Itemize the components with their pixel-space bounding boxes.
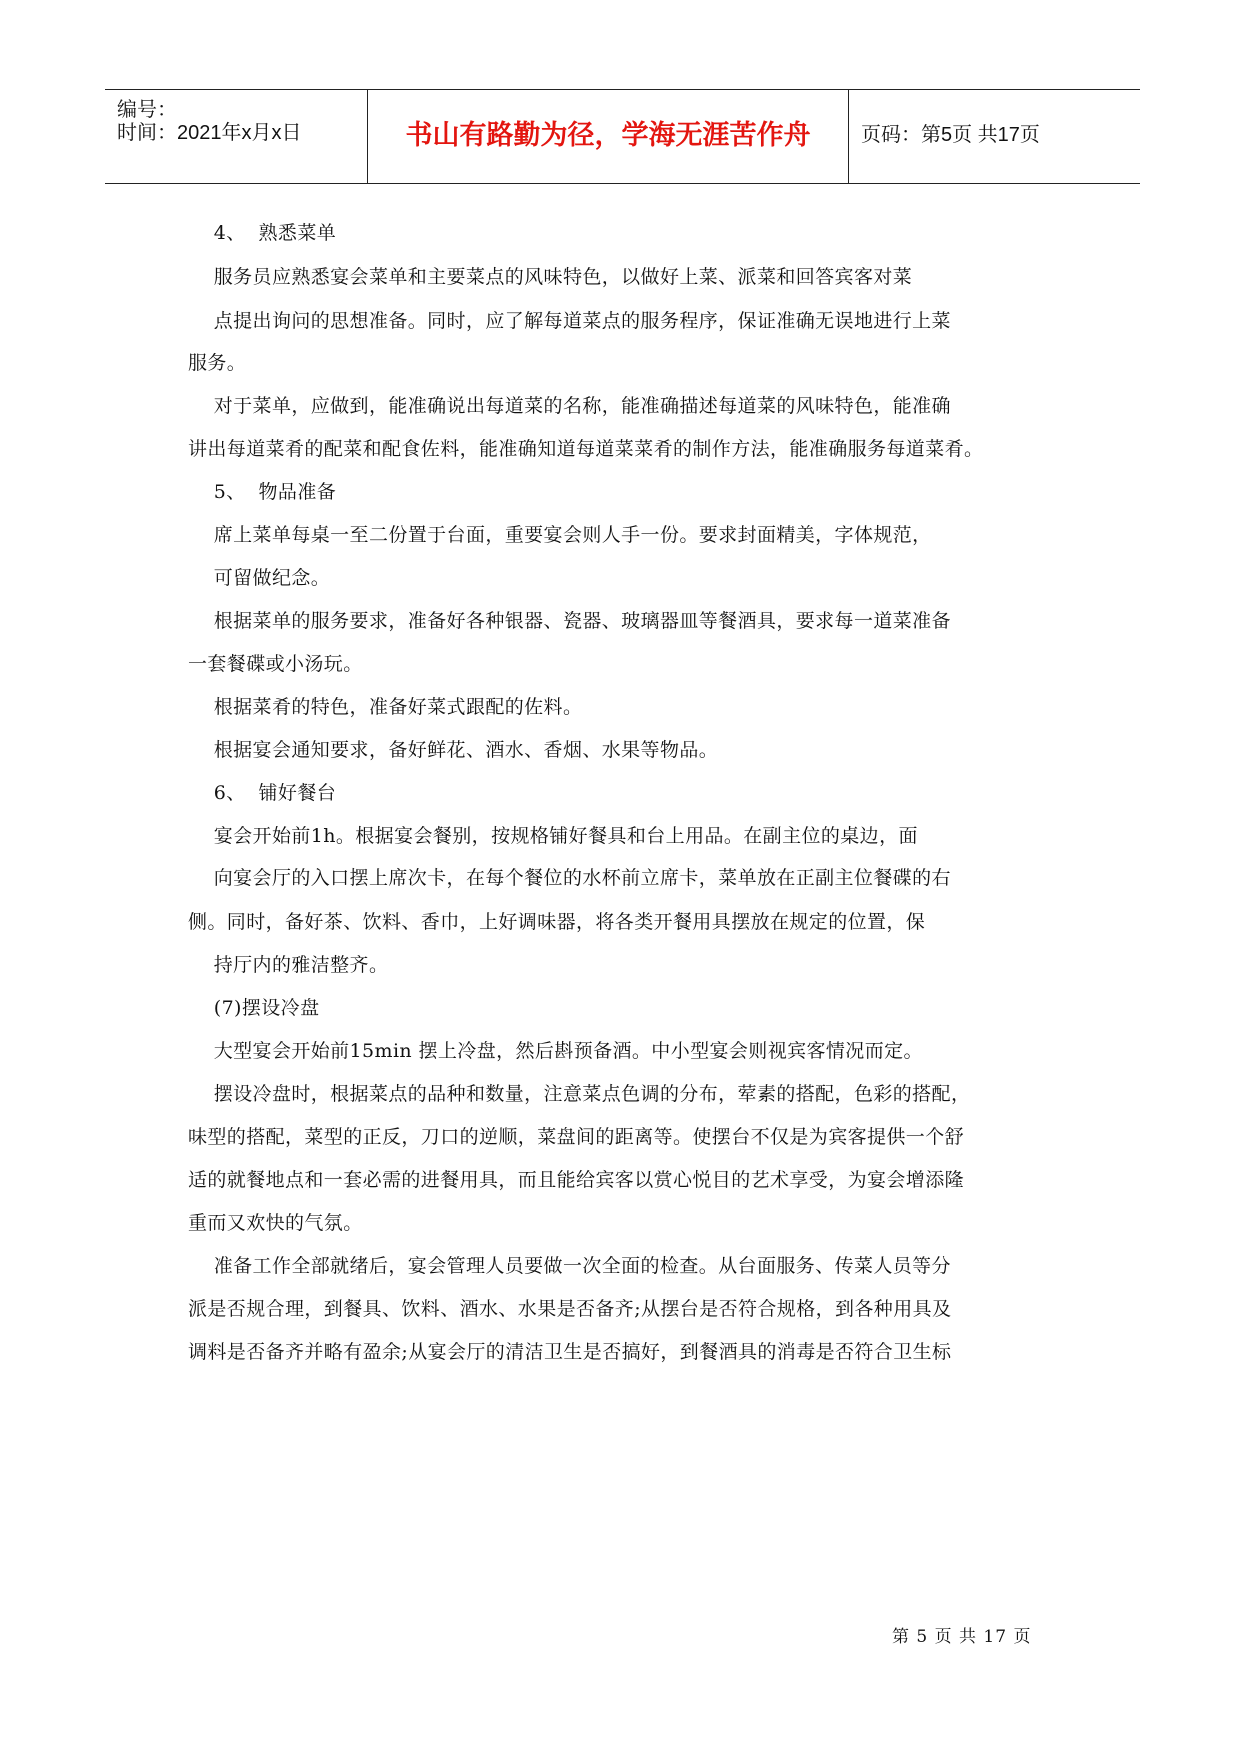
document-time-label: 时间：2021年x月x日 [117,122,302,144]
body-text-line: 重而又欢快的气氛。 [188,1212,363,1234]
body-text-line: 讲出每道菜肴的配菜和配食佐料，能准确知道每道菜菜肴的制作方法，能准确服务每道菜肴。 [188,438,984,460]
body-text-line: 根据菜单的服务要求，准备好各种银器、瓷器、玻璃器皿等餐酒具，要求每一道菜准备 [188,610,951,632]
body-text-line: 持厅内的雅洁整齐。 [188,954,389,976]
body-text-line: 大型宴会开始前15min 摆上冷盘，然后斟预备酒。中小型宴会则视宾客情况而定。 [188,1040,923,1062]
body-text-line: 适的就餐地点和一套必需的进餐用具，而且能给宾客以赏心悦目的艺术享受，为宴会增添隆 [188,1169,965,1191]
header-page-code: 页码：第5页 共17页 [861,124,1040,146]
page-footer: 第 5 页 共 17 页 [892,1627,1032,1647]
body-text-line: 5、 物品准备 [188,481,337,503]
body-text-line: 派是否规合理，到餐具、饮料、酒水、水果是否备齐;从摆台是否符合规格，到各种用具及 [188,1298,952,1320]
body-text-line: 点提出询问的思想准备。同时，应了解每道菜点的服务程序，保证准确无误地进行上菜 [188,310,951,332]
body-text-line: 4、 熟悉菜单 [188,222,337,244]
body-text-line: 6、 铺好餐台 [188,782,337,804]
body-text-line: 宴会开始前1h。根据宴会餐别，按规格铺好餐具和台上用品。在副主位的桌边，面 [188,825,918,847]
body-text-line: 味型的搭配，菜型的正反，刀口的逆顺，菜盘间的距离等。使摆台不仅是为宾客提供一个舒 [188,1126,965,1148]
document-number-label: 编号： [117,99,177,121]
body-text-line: 可留做纪念。 [188,567,331,589]
body-text-line: 席上菜单每桌一至二份置于台面，重要宴会则人手一份。要求封面精美，字体规范， [188,524,932,546]
body-text-line: 一套餐碟或小汤玩。 [188,653,363,675]
body-text-line: 摆设冷盘时，根据菜点的品种和数量，注意菜点色调的分布，荤素的搭配，色彩的搭配， [188,1083,971,1105]
body-text-line: 侧。同时，备好茶、饮料、香巾，上好调味器，将各类开餐用具摆放在规定的位置，保 [188,911,926,933]
page-header [105,89,1140,184]
body-text-line: 服务员应熟悉宴会菜单和主要菜点的风味特色，以做好上菜、派菜和回答宾客对菜 [188,266,913,288]
header-motto: 书山有路勤为径，学海无涯苦作舟 [405,120,811,151]
header-motto-cell [368,90,849,183]
body-text-line: (7)摆设冷盘 [188,997,320,1019]
body-text-line: 根据宴会通知要求，备好鲜花、酒水、香烟、水果等物品。 [188,739,719,761]
body-text-line: 向宴会厅的入口摆上席次卡，在每个餐位的水杯前立席卡，菜单放在正副主位餐碟的右 [188,867,951,889]
body-text-line: 根据菜肴的特色，准备好菜式跟配的佐料。 [188,696,583,718]
body-text-line: 对于菜单，应做到，能准确说出每道菜的名称，能准确描述每道菜的风味特色，能准确 [188,395,951,417]
body-text-line: 服务。 [188,352,247,374]
header-info-cell [105,90,368,183]
header-page-cell [849,90,1139,183]
body-text-line: 调料是否备齐并略有盈余;从宴会厅的清洁卫生是否搞好，到餐酒具的消毒是否符合卫生标 [188,1341,952,1363]
body-text-line: 准备工作全部就绪后，宴会管理人员要做一次全面的检查。从台面服务、传菜人员等分 [188,1255,951,1277]
